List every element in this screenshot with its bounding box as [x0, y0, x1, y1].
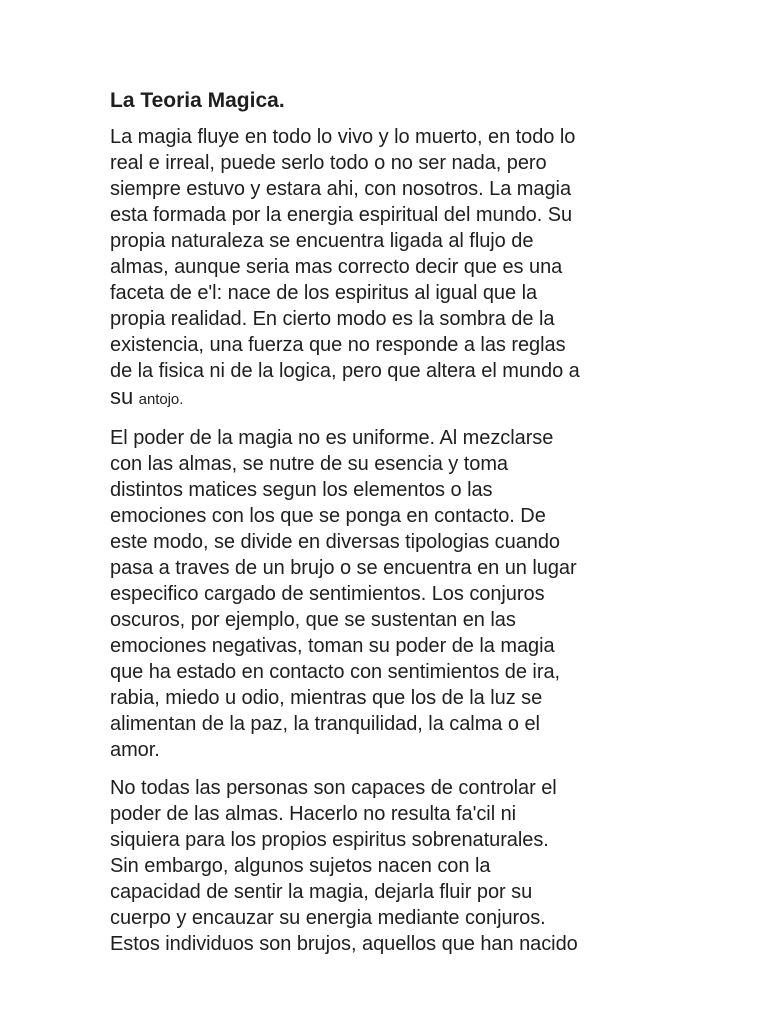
paragraph-line: alimentan de la paz, la tranquilidad, la calma o el [110, 713, 540, 735]
paragraph-line: distintos matices segun los elementos o las [110, 479, 493, 501]
paragraph-line: especifico cargado de sentimientos. Los conjuros [110, 583, 545, 605]
word-su: su [110, 384, 134, 409]
word-antojo: antojo. [138, 391, 184, 408]
paragraph-line: El poder de la magia no es uniforme. Al mezclarse [110, 427, 554, 449]
paragraph-3 [110, 775, 685, 957]
paragraph-line: No todas las personas son capaces de controlar el [110, 777, 557, 799]
paragraph-line: poder de las almas. Hacerlo no resulta fa'cil ni [110, 803, 517, 825]
paragraph-line: siempre estuvo y estara ahi, con nosotros. La magia [110, 178, 572, 200]
paragraph-line: oscuros, por ejemplo, que se sustentan en las [110, 609, 516, 631]
paragraph-line: propia realidad. En cierto modo es la sombra de la [110, 308, 555, 330]
paragraph-line: faceta de e'l: nace de los espiritus al igual que la [110, 282, 538, 304]
paragraph-line: existencia, una fuerza que no responde a las reglas [110, 334, 566, 356]
paragraph-line: capacidad de sentir la magia, dejarla fluir por su [110, 881, 533, 903]
paragraph-line: con las almas, se nutre de su esencia y toma [110, 453, 509, 475]
paragraph-1 [110, 124, 685, 413]
paragraph-line: La magia fluye en todo lo vivo y lo muerto, en todo lo [110, 126, 576, 148]
paragraph-line: almas, aunque seria mas correcto decir que es una [110, 256, 563, 278]
document-title: La Teoria Magica. [110, 89, 285, 112]
paragraph-2 [110, 425, 685, 763]
paragraph-line: esta formada por la energia espiritual del mundo. Su [110, 204, 573, 226]
paragraph-line: Estos individuos son brujos, aquellos que han nacido [110, 933, 578, 955]
paragraph-line: este modo, se divide en diversas tipologias cuando [110, 531, 561, 553]
paragraph-line: emociones con los que se ponga en contacto. De [110, 505, 546, 527]
paragraph-line: de la fisica ni de la logica, pero que altera el mundo a [110, 360, 580, 382]
paragraph-line: real e irreal, puede serlo todo o no ser nada, pero [110, 152, 547, 174]
paragraph-line: emociones negativas, toman su poder de la magia [110, 635, 555, 657]
paragraph-line: que ha estado en contacto con sentimientos de ira, [110, 661, 561, 683]
paragraph-line: Sin embargo, algunos sujetos nacen con la [110, 855, 491, 877]
paragraph-line: pasa a traves de un brujo o se encuentra en un lugar [110, 557, 577, 579]
paragraph-line: rabia, miedo u odio, mientras que los de la luz se [110, 687, 543, 709]
paragraph-line: propia naturaleza se encuentra ligada al flujo de [110, 230, 534, 252]
paragraph-line: siquiera para los propios espiritus sobrenaturales. [110, 829, 549, 851]
paragraph-line: cuerpo y encauzar su energia mediante conjuros. [110, 907, 546, 929]
paragraph-last-line [110, 384, 685, 413]
paragraph-line: amor. [110, 739, 160, 761]
